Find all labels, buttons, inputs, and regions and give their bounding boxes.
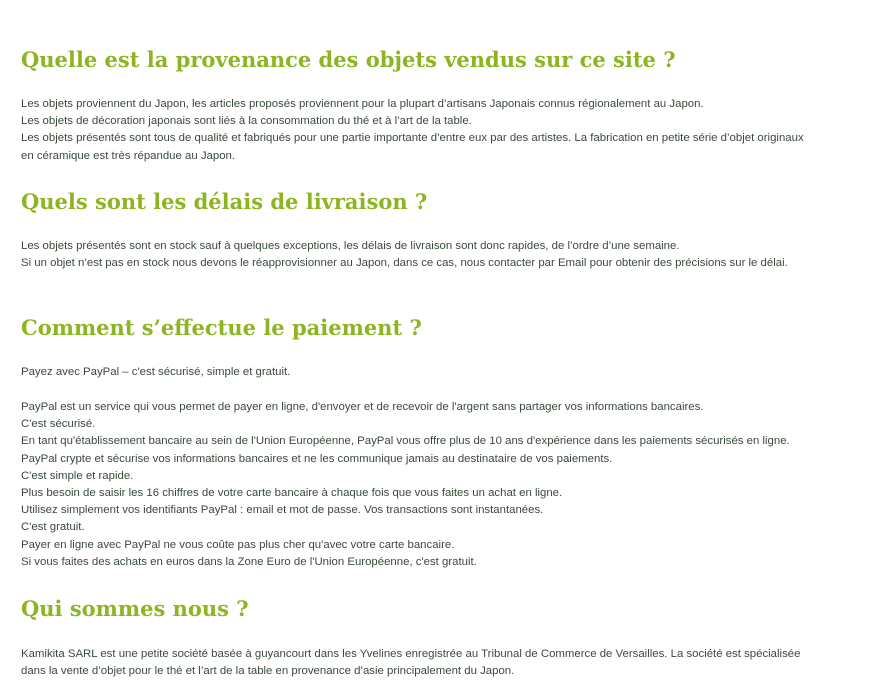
answer-line: Kamikita SARL est une petite société basée à guyancourt dans les Yvelines enregistrée au Tribunal de Commerce de Versailles. La société est spécialisée	[21, 648, 801, 660]
answer-line: Si un objet n’est pas en stock nous devons le réapprovisionner au Japon, dans ce cas, nous contacter par Email pour obtenir des précisions sur le délai.	[21, 257, 788, 270]
answer-line: PayPal crypte et sécurise vos informations bancaires et ne les communique jamais au destinataire de vos paiements.	[21, 452, 613, 465]
faq-question-qui-sommes-nous: Qui sommes nous ?	[21, 596, 249, 621]
answer-line: Payez avec PayPal – c'est sécurisé, simple et gratuit.	[21, 366, 291, 378]
answer-line: C'est gratuit.	[21, 521, 85, 534]
faq-answer-paiement	[21, 399, 861, 571]
answer-line: Les objets présentés sont en stock sauf à quelques exceptions, les délais de livraison sont donc rapides, de l’ordre d’une semaine.	[21, 240, 680, 252]
answer-line: Les objets de décoration japonais sont liés à la consommation du thé et à l’art de la table.	[21, 115, 472, 128]
answer-line: en céramique est très répandue au Japon.	[21, 149, 236, 162]
answer-line: Payer en ligne avec PayPal ne vous coûte pas plus cher qu'avec votre carte bancaire.	[21, 538, 455, 551]
answer-line: Les objets présentés sont tous de qualité et fabriqués pour une partie importante d’entre eux par des artistes. La fabrication en petite série d’objet originaux	[21, 132, 804, 145]
faq-question-paiement: Comment s’effectue le paiement ?	[21, 315, 422, 340]
faq-question-provenance: Quelle est la provenance des objets vendus sur ce site ?	[21, 47, 676, 72]
faq-question-livraison: Quels sont les délais de livraison ?	[21, 189, 428, 214]
answer-line: Plus besoin de saisir les 16 chiffres de votre carte bancaire à chaque fois que vous faites un achat en ligne.	[21, 487, 563, 500]
answer-line: En tant qu'établissement bancaire au sein de l'Union Européenne, PayPal vous offre plus de 10 ans d'expérience dans les paiements sécurisés en ligne.	[21, 435, 790, 448]
faq-answer-qui-sommes-nous	[21, 646, 861, 680]
answer-line: dans la vente d’objet pour le thé et l’art de la table en provenance d’asie principalement du Japon.	[21, 665, 515, 678]
faq-answer-paiement-intro	[21, 364, 861, 381]
answer-line: C'est sécurisé.	[21, 418, 96, 431]
answer-line: Les objets proviennent du Japon, les articles proposés proviennent pour la plupart d’artisans Japonais connus régionalement au Japon.	[21, 98, 704, 110]
answer-line: PayPal est un service qui vous permet de payer en ligne, d'envoyer et de recevoir de l'argent sans partager vos informations bancaires.	[21, 401, 704, 413]
faq-answer-livraison	[21, 238, 861, 272]
answer-line: Utilisez simplement vos identifiants PayPal : email et mot de passe. Vos transactions sont instantanées.	[21, 504, 544, 517]
answer-line: Si vous faites des achats en euros dans la Zone Euro de l'Union Européenne, c'est gratuit.	[21, 555, 477, 568]
answer-line: C'est simple et rapide.	[21, 469, 134, 482]
faq-answer-provenance	[21, 96, 861, 165]
